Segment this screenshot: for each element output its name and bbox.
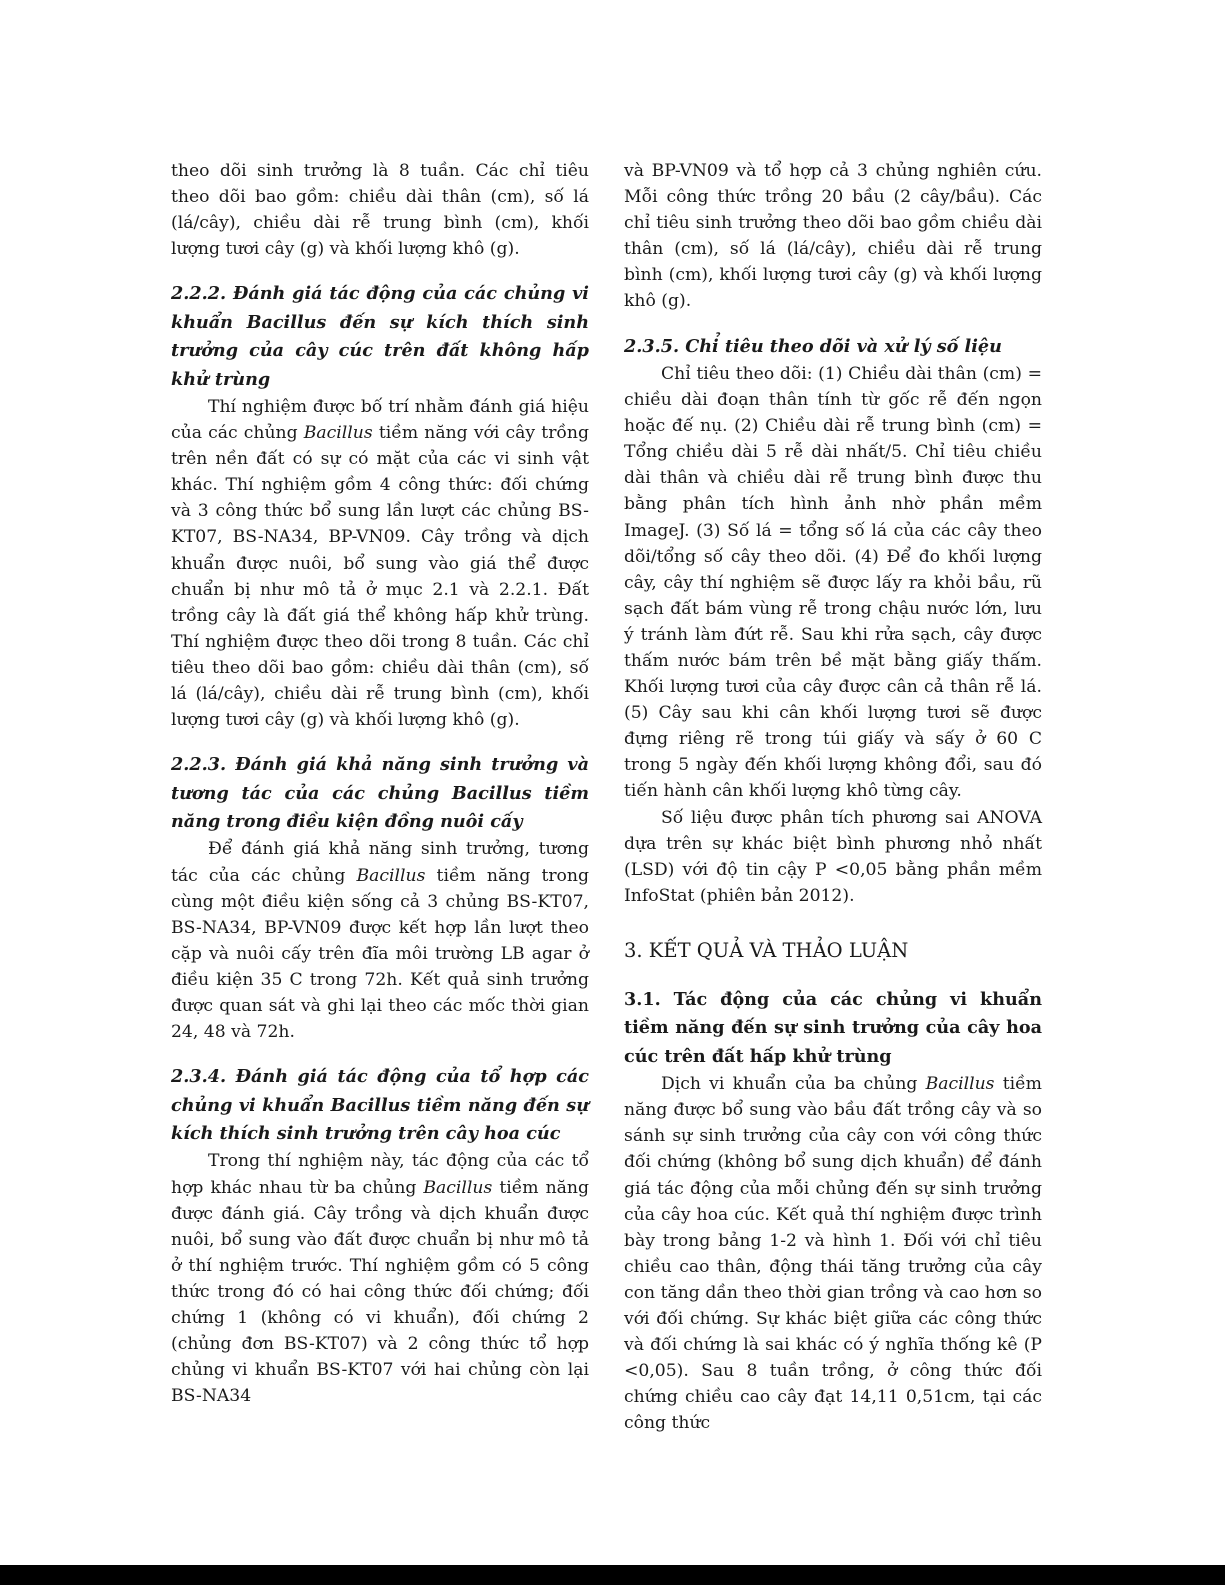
heading-2-3-5: 2.3.5. Chỉ tiêu theo dõi và xử lý số liệu	[624, 335, 1002, 357]
text: Để đánh giá khả năng sinh trưởng, tương tác của các chủng	[171, 839, 589, 886]
text: tiềm năng với cây trồng trên nền đất có sự có mặt của các vi sinh vật khác. Thí nghiệm gồm 4 công thức: đối chứng và 3 công thức bổ sung lần lượt các chủng BS-KT07, BS-NA34, BP-VN09. Cây trồng và dịch khuẩn được nuôi, bổ sung vào giá thể được chuẩn bị như mô tả ở mục 2.1 và 2.2.1. Đất trồng cây là đất giá thể không hấp khử trùng. Thí nghiệm được theo dõi trong 8 tuần. Các chỉ tiêu theo dõi bao gồm: chiều dài thân (cm), số lá (lá/cây), chiều dài rễ trung bình (cm), khối lượng tươi cây (g) và khối lượng khô (g).	[171, 423, 589, 731]
left-column	[171, 158, 589, 1409]
heading-2-2-3: 2.2.3. Đánh giá khả năng sinh trưởng và tương tác của các chủng Bacillus tiềm năng trong điều kiện đồng nuôi cấy	[171, 754, 589, 833]
text: tiềm năng được đánh giá. Cây trồng và dịch khuẩn được nuôi, bổ sung vào đất được chuẩn bị như mô tả ở thí nghiệm trước. Thí nghiệm gồm có 5 công thức trong đó có hai công thức đối chứng; đối chứng 1 (không có vi khuẩn), đối chứng 2 (chủng đơn BS-KT07) và 2 công thức tổ hợp chủng vi khuẩn BS-KT07 với hai chủng còn lại BS-NA34	[171, 1177, 589, 1407]
bottom-border	[0, 1565, 1225, 1585]
species-name: Bacillus	[303, 423, 373, 444]
heading-3-1: 3.1. Tác động của các chủng vi khuẩn tiềm năng đến sự sinh trưởng của cây hoa cúc trên đất hấp khử trùng	[624, 988, 1042, 1067]
right-column	[624, 158, 1042, 1436]
text: tiềm năng được bổ sung vào bầu đất trồng cây và so sánh sự sinh trưởng của cây con với công thức đối chứng (không bổ sung dịch khuẩn) để đánh giá tác động của mỗi chủng đến sự sinh trưởng của cây hoa cúc. Kết quả thí nghiệm được trình bày trong bảng 1-2 và hình 1. Đối với chỉ tiêu chiều cao thân, động thái tăng trưởng của cây con tăng dần theo thời gian trồng và cao hơn so với đối chứng. Sự khác biệt giữa các công thức và đối chứng là sai khác có ý nghĩa thống kê (P <0,05). Sau 8 tuần trồng, ở công thức đối chứng chiều cao cây đạt 14,11 0,51cm, tại các công thức	[624, 1074, 1042, 1434]
text: Thí nghiệm được bố trí nhằm đánh giá hiệu của các chủng	[171, 397, 589, 444]
text: Trong thí nghiệm này, tác động của các tổ hợp khác nhau từ ba chủng	[171, 1151, 589, 1198]
paragraph	[171, 1148, 589, 1409]
species-name: Bacillus	[356, 865, 426, 886]
paragraph	[624, 1071, 1042, 1436]
paragraph: Số liệu được phân tích phương sai ANOVA dựa trên sự khác biệt bình phương nhỏ nhất (LSD) với độ tin cậy P <0,05 bằng phần mềm InfoStat (phiên bản 2012).	[624, 807, 1042, 906]
heading-2-3-4: 2.3.4. Đánh giá tác động của tổ hợp các chủng vi khuẩn Bacillus tiềm năng đến sự kích thích sinh trưởng trên cây hoa cúc	[171, 1066, 589, 1144]
species-name: Bacillus	[925, 1074, 995, 1095]
species-name: Bacillus	[423, 1177, 493, 1198]
paragraph	[171, 836, 589, 1045]
paragraph	[171, 394, 589, 733]
text: tiềm năng trong cùng một điều kiện sống cả 3 chủng BS-KT07, BS-NA34, BP-VN09 được kết hợp lần lượt theo cặp và nuôi cấy trên đĩa môi trường LB agar ở điều kiện 35 C trong 72h. Kết quả sinh trưởng được quan sát và ghi lại theo các mốc thời gian 24, 48 và 72h.	[171, 865, 589, 1043]
heading-2-2-2: 2.2.2. Đánh giá tác động của các chủng vi khuẩn Bacillus đến sự kích thích sinh trưởng của cây cúc trên đất không hấp khử trùng	[171, 283, 589, 390]
paragraph: và BP-VN09 và tổ hợp cả 3 chủng nghiên cứu. Mỗi công thức trồng 20 bầu (2 cây/bầu). Các chỉ tiêu sinh trưởng theo dõi bao gồm chiều dài thân (cm), số lá (lá/cây), chiều dài rễ trung bình (cm), khối lượng tươi cây (g) và khối lượng khô (g).	[624, 161, 1042, 312]
section-heading-3: 3. KẾT QUẢ VÀ THẢO LUẬN	[624, 938, 909, 962]
text: Dịch vi khuẩn của ba chủng	[661, 1074, 926, 1095]
paragraph: Chỉ tiêu theo dõi: (1) Chiều dài thân (cm) = chiều dài đoạn thân tính từ gốc rễ đến ngọn hoặc đế nụ. (2) Chiều dài rễ trung bình (cm) = Tổng chiều dài 5 rễ dài nhất/5. Chỉ tiêu chiều dài thân và chiều dài rễ trung bình được thu bằng phân tích hình ảnh nhờ phần mềm ImageJ. (3) Số lá = tổng số lá của các cây theo dõi/tổng số cây theo dõi. (4) Để đo khối lượng cây, cây thí nghiệm sẽ được lấy ra khỏi bầu, rũ sạch đất bám vùng rễ trong chậu nước lớn, lưu ý tránh làm đứt rễ. Sau khi rửa sạch, cây được thấm nước bám trên bề mặt bằng giấy thấm. Khối lượng tươi của cây được cân cả thân rễ lá. (5) Cây sau khi cân khối lượng tươi sẽ được đựng riêng rẽ trong túi giấy và sấy ở 60 C trong 5 ngày đến khối lượng không đổi, sau đó tiến hành cân khối lượng khô từng cây.	[624, 363, 1042, 802]
paragraph: theo dõi sinh trưởng là 8 tuần. Các chỉ tiêu theo dõi bao gồm: chiều dài thân (cm), số lá (lá/cây), chiều dài rễ trung bình (cm), khối lượng tươi cây (g) và khối lượng khô (g).	[171, 161, 589, 260]
